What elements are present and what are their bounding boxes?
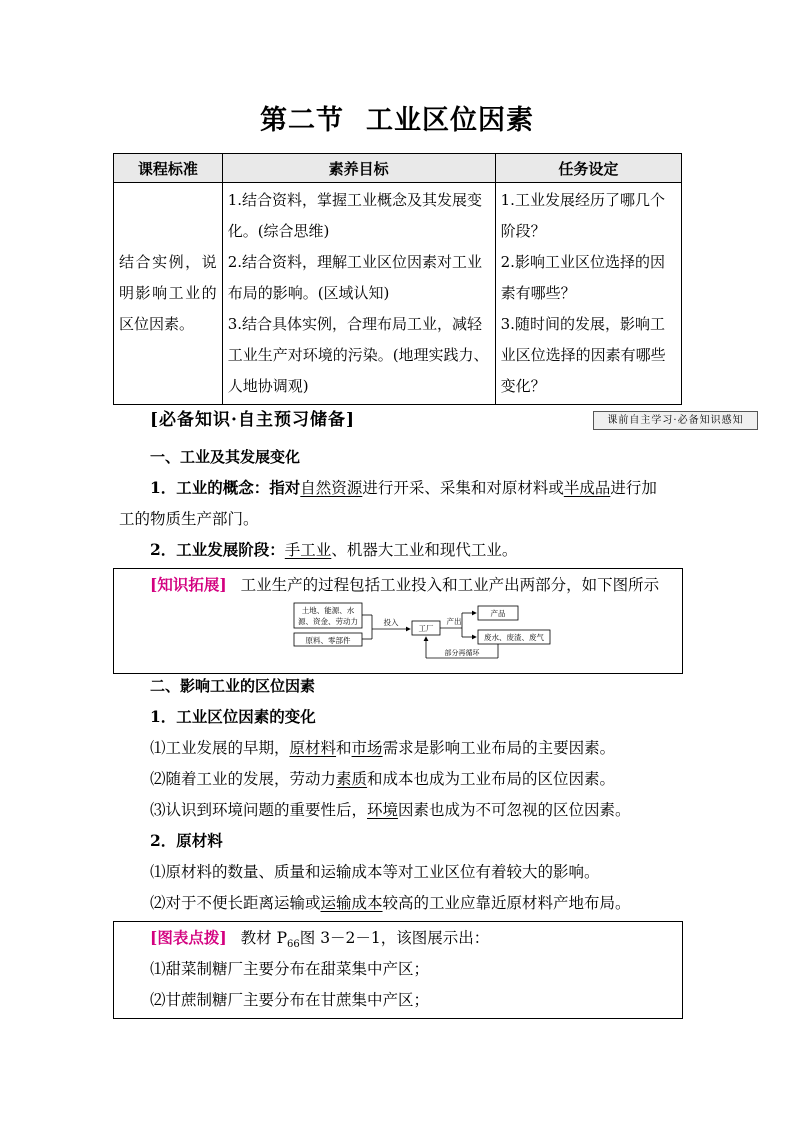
factor-change-item: ⑶认识到环境问题的重要性后，环境因素也成为不可忽视的区位因素。 xyxy=(150,801,631,819)
literacy-goals-cell xyxy=(222,183,495,405)
goal-item: 2.结合资料，理解工业区位因素对工业布局的影响。(区域认知) xyxy=(227,253,483,302)
factor-change-heading: 1．工业区位因素的变化 xyxy=(150,707,316,726)
input-resources-label: 源、资金、劳动力 xyxy=(298,617,358,626)
task-item: 3.随时间的发展，影响工业区位选择的因素有哪些变化？ xyxy=(500,315,666,395)
task-item: 2.影响工业区位选择的因素有哪些？ xyxy=(500,253,665,302)
factor-change-item: ⑵随着工业的发展，劳动力素质和成本也成为工业布局的区位因素。 xyxy=(150,770,616,788)
recycle-label: 部分再循环 xyxy=(444,649,480,657)
concept-line-2: 工的物质生产部门。 xyxy=(119,510,259,528)
table-header: 任务设定 xyxy=(495,154,681,183)
input-materials-label: 原料、零部件 xyxy=(305,636,351,645)
raw-material-item: ⑵对于不便长距离运输或运输成本较高的工业应靠近原材料产地布局。 xyxy=(150,894,631,912)
task-item: 1.工业发展经历了哪几个阶段？ xyxy=(500,191,665,240)
industry-process-diagram xyxy=(292,601,592,663)
part2-heading: 二、影响工业的区位因素 xyxy=(150,677,316,695)
stages-line: 2．工业发展阶段：手工业、机器大工业和现代工业。 xyxy=(150,540,518,559)
chart-tips-box xyxy=(113,921,683,1019)
chart-tips-line: [图表点拨] 教材 $P_{66}$图 3－2－1，该图展示出： xyxy=(150,928,490,951)
input-label: 投入 xyxy=(383,618,399,627)
chart-tips-item: ⑴甜菜制糖厂主要分布在甜菜集中产区； xyxy=(150,960,430,978)
knowledge-expansion-box xyxy=(113,568,683,674)
factory-label: 工厂 xyxy=(418,624,434,633)
raw-material-heading: 2．原材料 xyxy=(150,831,223,850)
chart-tips-item: ⑵甘蔗制糖厂主要分布在甘蔗集中产区； xyxy=(150,991,430,1009)
output-label: 产出 xyxy=(446,617,462,626)
raw-material-item: ⑴原材料的数量、质量和运输成本等对工业区位有着较大的影响。 xyxy=(150,863,600,881)
section-heading: [必备知识·自主预习储备] xyxy=(150,410,356,430)
table-header: 素养目标 xyxy=(222,154,495,183)
product-label: 产品 xyxy=(490,609,506,618)
waste-label: 废水、废渣、废气 xyxy=(484,633,544,642)
section-tag: 课前自主学习·必备知识感知 xyxy=(593,411,758,430)
curriculum-table xyxy=(113,153,682,405)
page-title: 第二节 工业区位因素 xyxy=(260,105,534,136)
expansion-text: [知识拓展] 工业生产的过程包括工业投入和工业产出两部分，如下图所示 xyxy=(150,575,660,594)
goal-item: 3.结合具体实例，合理布局工业，减轻工业生产对环境的污染。(地理实践力、人地协调观) xyxy=(227,315,489,395)
table-header: 课程标准 xyxy=(114,154,223,183)
concept-line: 1．工业的概念：指对自然资源进行开采、采集和对原材料或半成品进行加 xyxy=(150,478,657,497)
curriculum-standard-cell: 结合实例，说明影响工业的区位因素。 xyxy=(114,183,223,405)
part1-heading: 一、工业及其发展变化 xyxy=(150,448,301,466)
factor-change-item: ⑴工业发展的早期，原材料和市场需求是影响工业布局的主要因素。 xyxy=(150,739,616,757)
goal-item: 1.结合资料，掌握工业概念及其发展变化。(综合思维) xyxy=(227,191,483,240)
task-setting-cell xyxy=(495,183,681,405)
input-resources-label: 土地、能源、水 xyxy=(301,606,355,615)
